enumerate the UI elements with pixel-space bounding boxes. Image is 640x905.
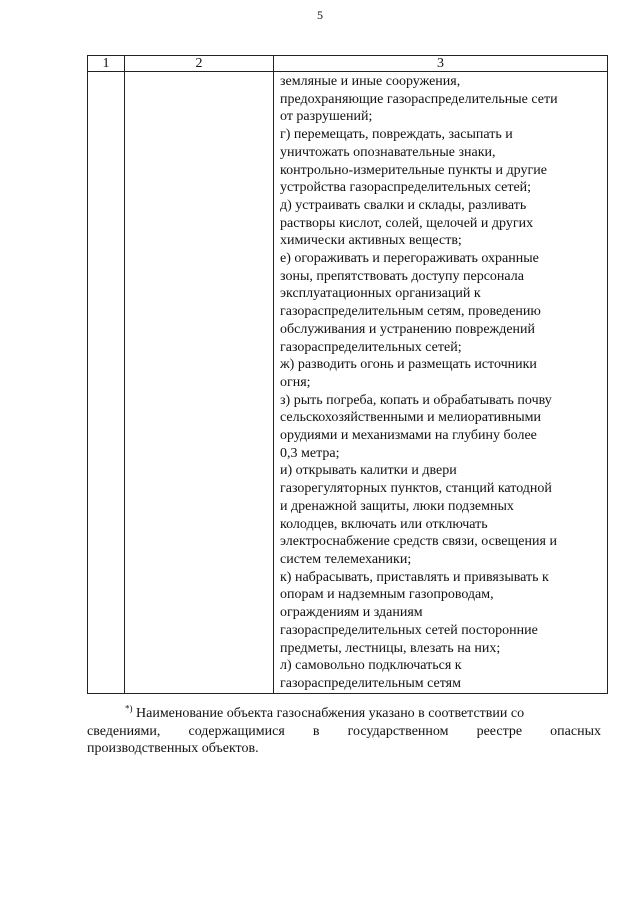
content-line: и дренажной защиты, люки подземных — [280, 498, 514, 514]
content-line: к) набрасывать, приставлять и привязывать к — [280, 569, 549, 585]
content-line: орудиями и механизмами на глубину более — [280, 428, 537, 444]
content-line: уничтожать опознавательные знаки, — [280, 144, 496, 160]
column-header-3: 3 — [274, 56, 608, 72]
content-line: газораспределительным сетям — [280, 675, 461, 691]
content-line: от разрушений; — [280, 109, 373, 125]
content-line: электроснабжение средств связи, освещения и — [280, 534, 557, 550]
content-line: земляные и иные сооружения, — [280, 74, 461, 89]
footnote — [87, 705, 601, 758]
content-line: растворы кислот, солей, щелочей и других — [280, 215, 534, 231]
content-line: опорам и надземным газопроводам, — [280, 587, 494, 603]
footnote-line-2: сведениями, содержащимися в государственном реестре опасных — [87, 723, 601, 739]
content-line: л) самовольно подключаться к — [280, 658, 462, 674]
footnote-text-1: Наименование объекта газоснабжения указано в соответствии со — [136, 706, 525, 721]
footnote-line-1 — [87, 705, 601, 723]
content-line: устройства газораспределительных сетей; — [280, 180, 532, 196]
content-line: е) огораживать и перегораживать охранные — [280, 251, 539, 267]
content-line: огня; — [280, 374, 311, 390]
content-line: эксплуатационных организаций к — [280, 286, 481, 302]
table-row — [88, 72, 608, 694]
footnote-line-3: производственных объектов. — [87, 741, 259, 756]
footnote-marker: *) — [125, 703, 133, 714]
cell-column-3 — [274, 72, 608, 694]
content-line: 0,3 метра; — [280, 445, 340, 461]
document-table — [87, 55, 608, 694]
content-line: обслуживания и устранению повреждений — [280, 321, 536, 337]
content-line: г) перемещать, повреждать, засыпать и — [280, 127, 513, 143]
column-header-1: 1 — [88, 56, 125, 72]
content-line: и) открывать калитки и двери — [280, 463, 457, 479]
content-line: предохраняющие газораспределительные сети — [280, 91, 558, 107]
content-line: предметы, лестницы, влезать на них; — [280, 640, 501, 656]
content-line: з) рыть погреба, копать и обрабатывать почву — [280, 392, 552, 408]
content-line: колодцев, включать или отключать — [280, 516, 488, 532]
content-line: контрольно-измерительные пункты и другие — [280, 162, 547, 178]
content-line: ограждениям и зданиям — [280, 605, 423, 621]
content-line: газорегуляторных пунктов, станций катодной — [280, 481, 552, 497]
column-header-2: 2 — [125, 56, 274, 72]
content-line: систем телемеханики; — [280, 551, 412, 567]
content-line: ж) разводить огонь и размещать источники — [280, 357, 537, 373]
cell-column-1 — [88, 72, 125, 694]
page-number: 5 — [317, 8, 323, 22]
table-header-row — [88, 56, 608, 72]
content-line: зоны, препятствовать доступу персонала — [280, 268, 524, 284]
content-line: газораспределительных сетей посторонние — [280, 622, 538, 638]
cell-column-2 — [125, 72, 274, 694]
content-line: сельскохозяйственными и мелиоративными — [280, 410, 542, 426]
content-line: газораспределительных сетей; — [280, 339, 462, 355]
content-line: химически активных веществ; — [280, 233, 462, 249]
content-line: газораспределительным сетям, проведению — [280, 304, 541, 320]
content-line: д) устраивать свалки и склады, разливать — [280, 197, 527, 213]
